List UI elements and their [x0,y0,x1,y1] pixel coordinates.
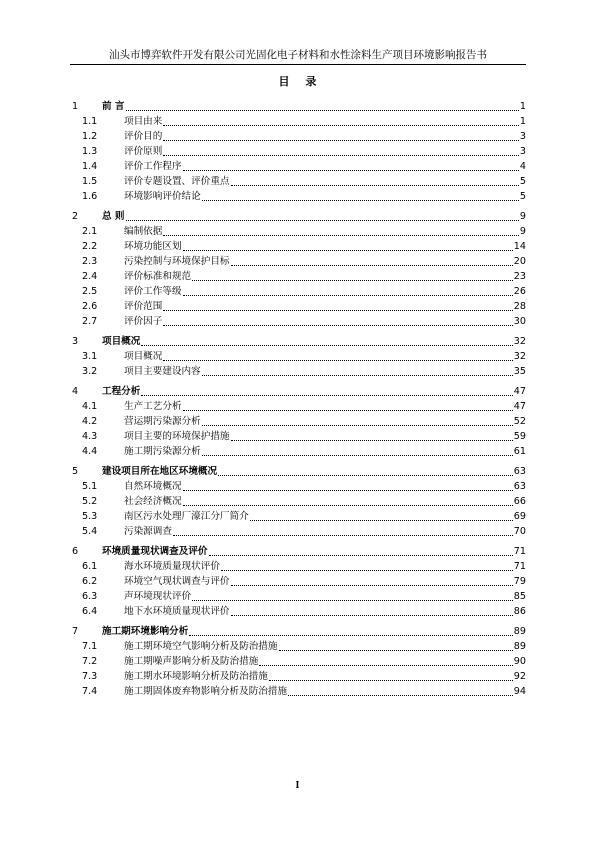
toc-entry-number: 2.6 [82,301,98,312]
toc-entry-number: 5.3 [82,511,98,522]
toc-entry-number: 4.1 [82,401,98,412]
toc-dot-leader [183,504,513,506]
toc-section-entry[interactable] [70,113,526,128]
toc-entry-title: 环境空气现状调查与评价 [124,576,230,587]
toc-entry-title: 施工期污染源分析 [124,446,201,457]
toc-entry-number: 7.1 [82,641,98,652]
toc-section-entry[interactable] [70,508,526,523]
toc-section-entry[interactable] [70,588,526,603]
toc-section-entry[interactable] [70,313,526,328]
table-of-contents [70,98,526,698]
toc-entry-number: 5 [72,466,79,477]
toc-entry-number: 3 [72,336,79,347]
toc-entry-page: 61 [513,446,526,457]
toc-chapter-entry[interactable] [70,98,526,113]
toc-chapter-entry[interactable] [70,623,526,638]
toc-section-entry[interactable] [70,223,526,238]
toc-section-entry[interactable] [70,363,526,378]
toc-entry-page: 90 [513,656,526,667]
toc-dot-leader [279,649,513,651]
toc-entry-title: 评价工作等级 [124,286,182,297]
toc-dot-leader [250,519,513,521]
toc-entry-title: 海水环境质量现状评价 [124,561,220,572]
toc-entry-number: 1.5 [82,176,98,187]
toc-entry-page: 20 [513,256,526,267]
toc-entry-page: 26 [513,286,526,297]
toc-entry-page: 14 [513,241,526,252]
toc-section-entry[interactable] [70,428,526,443]
toc-entry-number: 6.1 [82,561,98,572]
toc-dot-leader [231,584,513,586]
toc-entry-title: 施工期环境影响分析 [102,626,189,637]
toc-entry-number: 6 [72,546,79,557]
toc-entry-number: 1 [72,101,79,112]
toc-entry-title: 项目由来 [124,116,163,127]
toc-dot-leader [183,294,513,296]
toc-entry-title: 评价因子 [124,316,163,327]
toc-entry-title: 总 则 [102,211,125,222]
page-header: 汕头市博弈软件开发有限公司光固化电子材料和水性涂料生产项目环境影响报告书 [109,49,487,61]
toc-entry-title: 项目主要建设内容 [124,366,201,377]
toc-entry-number: 3.1 [82,351,98,362]
toc-section-entry[interactable] [70,638,526,653]
toc-section-entry[interactable] [70,238,526,253]
toc-entry-title: 声环境现状评价 [124,591,192,602]
toc-entry-title: 编制依据 [124,226,163,237]
toc-entry-page: 69 [513,511,526,522]
toc-entry-title: 施工期固体废弃物影响分析及防治措施 [124,686,288,697]
toc-dot-leader [183,249,513,251]
toc-dot-leader [192,279,513,281]
toc-entry-title: 项目概况 [124,351,163,362]
toc-section-entry[interactable] [70,413,526,428]
toc-section-entry[interactable] [70,298,526,313]
toc-entry-page: 9 [519,226,526,237]
toc-entry-number: 2.3 [82,256,98,267]
toc-entry-page: 79 [513,576,526,587]
toc-section-entry[interactable] [70,173,526,188]
toc-entry-page: 89 [513,626,526,637]
toc-entry-number: 1.6 [82,191,98,202]
toc-entry-title: 评价专题设置、评价重点 [124,176,230,187]
toc-entry-number: 3.2 [82,366,98,377]
toc-section-entry[interactable] [70,348,526,363]
toc-entry-page: 32 [513,351,526,362]
toc-entry-title: 社会经济概况 [124,496,182,507]
toc-entry-number: 6.3 [82,591,98,602]
toc-dot-leader [163,309,512,311]
toc-entry-page: 30 [513,316,526,327]
toc-entry-number: 2.1 [82,226,98,237]
toc-entry-number: 1.1 [82,116,98,127]
toc-entry-title: 评价范围 [124,301,163,312]
toc-dot-leader [173,534,513,536]
toc-entry-title: 项目主要的环境保护措施 [124,431,230,442]
toc-entry-page: 86 [513,606,526,617]
toc-dot-leader [288,694,513,696]
toc-entry-title: 污染控制与环境保护目标 [124,256,230,267]
toc-entry-page: 92 [513,671,526,682]
toc-entry-number: 2.4 [82,271,98,282]
toc-section-entry[interactable] [70,573,526,588]
toc-entry-page: 63 [513,481,526,492]
toc-chapter-entry[interactable] [70,333,526,348]
toc-entry-number: 5.2 [82,496,98,507]
toc-chapter-entry[interactable] [70,543,526,558]
toc-dot-leader [202,199,519,201]
toc-dot-leader [163,324,512,326]
toc-dot-leader [202,424,513,426]
toc-entry-number: 2.5 [82,286,98,297]
toc-entry-page: 89 [513,641,526,652]
toc-entry-page: 1 [519,116,526,127]
toc-dot-leader [218,474,513,476]
toc-entry-number: 2 [72,211,79,222]
toc-dot-leader [231,439,513,441]
toc-entry-title: 施工期噪声影响分析及防治措施 [124,656,259,667]
toc-entry-number: 5.1 [82,481,98,492]
toc-entry-page: 23 [513,271,526,282]
toc-title: 目录 [278,75,333,88]
toc-entry-page: 47 [513,386,526,397]
header-rule [70,64,526,65]
toc-chapter-entry[interactable] [70,463,526,478]
toc-entry-title: 南区污水处理厂濠江分厂简介 [124,511,249,522]
toc-entry-page: 71 [513,546,526,557]
toc-entry-title: 生产工艺分析 [124,401,182,412]
toc-dot-leader [202,454,513,456]
toc-dot-leader [192,599,513,601]
toc-entry-number: 7 [72,626,79,637]
toc-entry-page: 47 [513,401,526,412]
toc-dot-leader [183,489,513,491]
toc-entry-number: 4 [72,386,79,397]
toc-dot-leader [231,184,519,186]
toc-entry-number: 4.2 [82,416,98,427]
toc-entry-number: 6.4 [82,606,98,617]
toc-entry-title: 评价标准和规范 [124,271,192,282]
toc-entry-page: 5 [519,176,526,187]
toc-entry-number: 4.4 [82,446,98,457]
toc-entry-title: 环境功能区划 [124,241,182,252]
toc-entry-page: 3 [519,131,526,142]
toc-entry-page: 71 [513,561,526,572]
toc-entry-page: 5 [519,191,526,202]
toc-section-entry[interactable] [70,283,526,298]
toc-entry-title: 环境质量现状调查及评价 [102,546,208,557]
toc-entry-title: 营运期污染源分析 [124,416,201,427]
toc-entry-number: 1.4 [82,161,98,172]
toc-entry-page: 70 [513,526,526,537]
toc-entry-number: 1.2 [82,131,98,142]
toc-entry-title: 自然环境概况 [124,481,182,492]
toc-dot-leader [163,154,519,156]
toc-dot-leader [141,344,512,346]
toc-entry-page: 63 [513,466,526,477]
toc-entry-page: 9 [519,211,526,222]
toc-entry-page: 94 [513,686,526,697]
toc-section-entry[interactable] [70,558,526,573]
toc-section-entry[interactable] [70,478,526,493]
toc-chapter-entry[interactable] [70,208,526,223]
toc-entry-title: 评价原则 [124,146,163,157]
toc-entry-page: 85 [513,591,526,602]
toc-entry-title: 建设项目所在地区环境概况 [102,466,218,477]
toc-section-entry[interactable] [70,443,526,458]
toc-dot-leader [141,394,512,396]
toc-chapter-entry[interactable] [70,383,526,398]
toc-section-entry[interactable] [70,253,526,268]
toc-entry-number: 2.7 [82,316,98,327]
toc-entry-number: 7.3 [82,671,98,682]
toc-entry-page: 32 [513,336,526,347]
toc-section-entry[interactable] [70,398,526,413]
toc-section-entry[interactable] [70,188,526,203]
toc-entry-title: 施工期水环境影响分析及防治措施 [124,671,268,682]
toc-section-entry[interactable] [70,128,526,143]
toc-entry-page: 28 [513,301,526,312]
toc-dot-leader [163,139,519,141]
toc-entry-page: 4 [519,161,526,172]
toc-section-entry[interactable] [70,268,526,283]
toc-entry-title: 评价工作程序 [124,161,182,172]
toc-entry-number: 2.2 [82,241,98,252]
toc-dot-leader [202,374,513,376]
toc-dot-leader [221,569,513,571]
toc-section-entry[interactable] [70,158,526,173]
toc-dot-leader [126,219,519,221]
toc-entry-page: 1 [519,101,526,112]
toc-dot-leader [231,264,513,266]
toc-entry-title: 地下水环境质量现状评价 [124,606,230,617]
toc-section-entry[interactable] [70,493,526,508]
toc-entry-number: 4.3 [82,431,98,442]
toc-dot-leader [163,359,512,361]
toc-entry-page: 3 [519,146,526,157]
toc-section-entry[interactable] [70,683,526,698]
toc-entry-number: 5.4 [82,526,98,537]
toc-section-entry[interactable] [70,143,526,158]
toc-entry-number: 7.4 [82,686,98,697]
toc-section-entry[interactable] [70,653,526,668]
toc-entry-title: 施工期环境空气影响分析及防治措施 [124,641,278,652]
toc-dot-leader [269,679,513,681]
toc-entry-number: 6.2 [82,576,98,587]
toc-entry-title: 环境影响评价结论 [124,191,201,202]
toc-entry-title: 项目概况 [102,336,141,347]
toc-entry-page: 35 [513,366,526,377]
toc-entry-page: 59 [513,431,526,442]
toc-section-entry[interactable] [70,603,526,618]
toc-dot-leader [163,234,519,236]
toc-entry-page: 66 [513,496,526,507]
toc-dot-leader [259,664,512,666]
toc-dot-leader [163,124,519,126]
toc-dot-leader [231,614,513,616]
toc-dot-leader [126,109,519,111]
toc-entry-title: 评价目的 [124,131,163,142]
toc-entry-number: 1.3 [82,146,98,157]
toc-dot-leader [209,554,513,556]
toc-dot-leader [183,169,519,171]
toc-section-entry[interactable] [70,523,526,538]
toc-dot-leader [183,409,513,411]
page-number: I [295,780,300,791]
toc-entry-title: 前 言 [102,101,125,112]
toc-entry-number: 7.2 [82,656,98,667]
toc-section-entry[interactable] [70,668,526,683]
toc-dot-leader [189,634,512,636]
toc-entry-title: 工程分析 [102,386,141,397]
toc-entry-title: 污染源调查 [124,526,172,537]
toc-entry-page: 52 [513,416,526,427]
